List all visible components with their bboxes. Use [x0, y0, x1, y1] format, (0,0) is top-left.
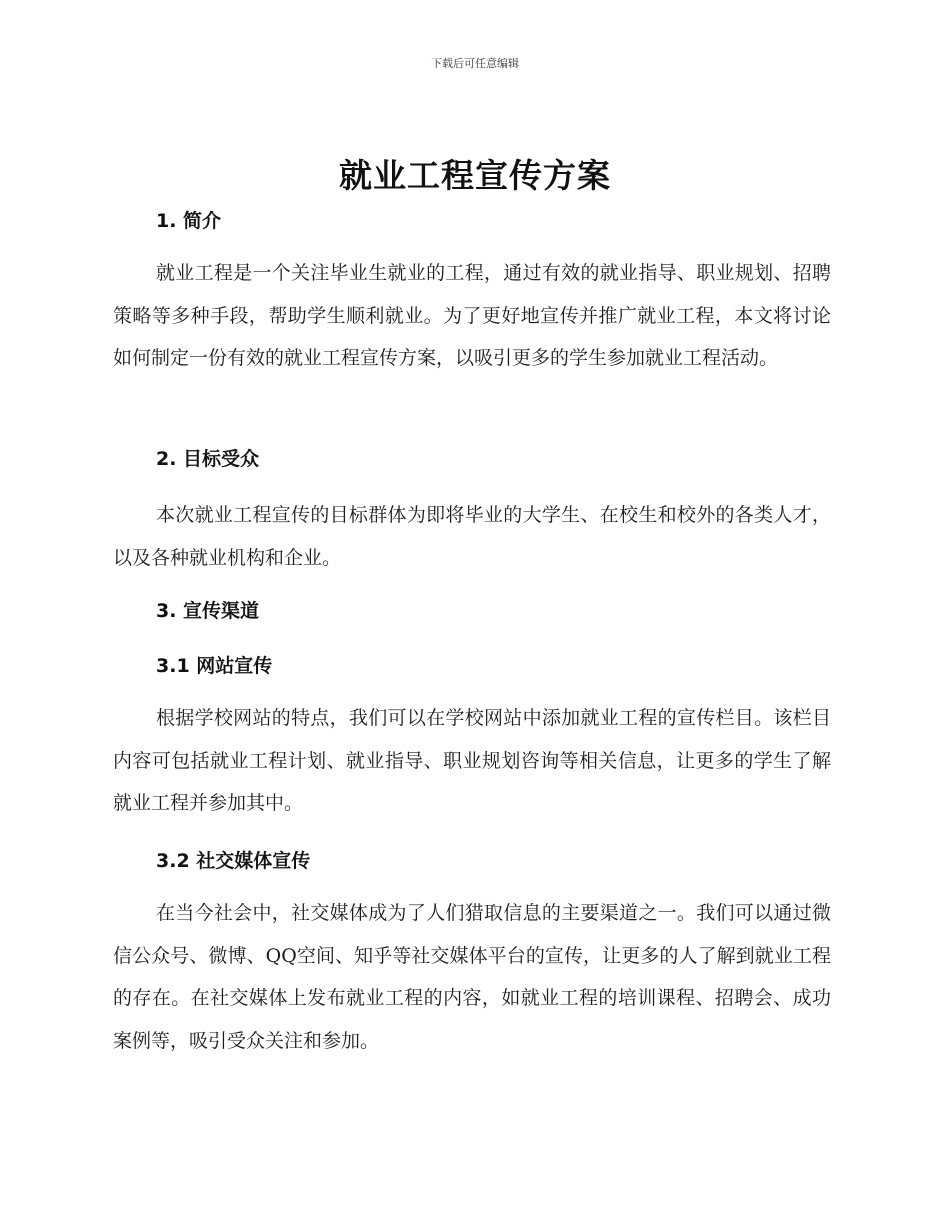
section-heading: 3. 宣传渠道: [156, 600, 260, 622]
section-heading: 1. 简介: [156, 210, 222, 232]
section-2-body: [113, 494, 831, 579]
document-title: 就业工程宣传方案: [339, 156, 611, 195]
section-3-2: [113, 846, 831, 873]
header-note: 下载后可任意编辑: [431, 57, 519, 70]
section-heading: 3.2 社交媒体宣传: [156, 850, 311, 872]
section-heading: 3.1 网站宣传: [156, 655, 273, 677]
paragraph: 根据学校网站的特点，我们可以在学校网站中添加就业工程的宣传栏目。该栏目内容可包括就业工程计划、就业指导、职业规划咨询等相关信息，让更多的学生了解就业工程并参加其中。: [113, 707, 831, 814]
section-1-body: [113, 252, 831, 380]
section-3-1: [113, 651, 831, 678]
paragraph: 就业工程是一个关注毕业生就业的工程，通过有效的就业指导、职业规划、招聘策略等多种手段，帮助学生顺利就业。为了更好地宣传并推广就业工程，本文将讨论如何制定一份有效的就业工程宣传方案，以吸引更多的学生参加就业工程活动。: [113, 262, 831, 369]
section-2: [113, 444, 831, 471]
paragraph: 在当今社会中，社交媒体成为了人们猎取信息的主要渠道之一。我们可以通过微信公众号、微博、QQ空间、知乎等社交媒体平台的宣传，让更多的人了解到就业工程的存在。在社交媒体上发布就业工程的内容，如就业工程的培训课程、招聘会、成功案例等，吸引受众关注和参加。: [113, 902, 831, 1052]
section-3: [113, 596, 831, 623]
section-heading: 2. 目标受众: [156, 448, 260, 470]
paragraph: 本次就业工程宣传的目标群体为即将毕业的大学生、在校生和校外的各类人才，以及各种就业机构和企业。: [113, 504, 831, 569]
section-3-2-body: [113, 892, 831, 1062]
section-3-1-body: [113, 697, 831, 825]
section-1: [113, 206, 831, 233]
